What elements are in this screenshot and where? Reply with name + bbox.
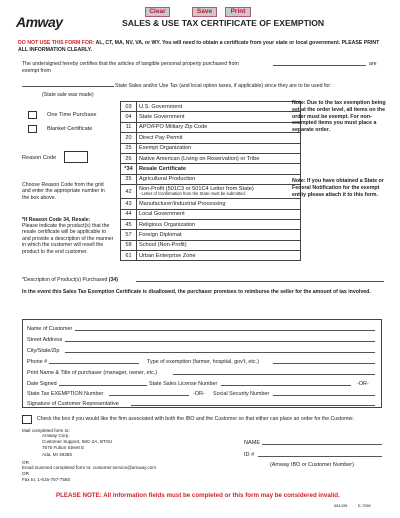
reason-code-description-text: APO/FPO Military Zip Code (139, 124, 208, 131)
ibo-id-field[interactable] (258, 449, 382, 457)
form-number-right: E-7550 (358, 503, 371, 508)
reason-code-description-text: Exempt Organization (139, 145, 192, 152)
ssn-field[interactable] (273, 390, 375, 396)
reason-code-row (121, 133, 301, 143)
reason-code-number: *34 (121, 164, 137, 174)
ibo-caption: (Amway IBO or Customer Number) (270, 462, 354, 468)
reason-code-number: 61 (121, 251, 137, 261)
state-field[interactable] (22, 80, 114, 87)
reason-code-table (120, 101, 301, 261)
city-label: City/State/Zip (27, 348, 60, 354)
intro-line1-end: are (369, 61, 377, 67)
fax-instructions: Fax to: 1-616-787-7550 (22, 477, 71, 482)
customer-name-label: Name of Customer (27, 326, 73, 332)
reason-code-number: 45 (121, 219, 137, 229)
note-notification: Note: If you have obtained a State or Federal Notification for the exempt entity please attach it to this form. (292, 178, 384, 198)
code34-text: Please indicate the product(s) that the resale certificate will be applicable to and provide a description of the manner in which the customer will resell the product to the end customer. (22, 223, 114, 255)
reason-code-description (137, 174, 301, 184)
reason-code-number: 35 (121, 174, 137, 184)
reason-code-description-text: Agricultural Production (139, 176, 196, 183)
blanket-checkbox[interactable] (28, 125, 37, 133)
reason-code-number: 44 (121, 209, 137, 219)
save-button[interactable]: Save (192, 7, 217, 17)
or-label-2: -OR- (193, 391, 205, 397)
print-name-label: Print Name & Title of purchaser (manager, owner, etc.) (27, 370, 158, 376)
amway-logo: Amway (16, 14, 63, 30)
reason-code-row (121, 174, 301, 184)
reason-code-description-text: Religious Organization (139, 221, 196, 228)
reason-code-description (137, 185, 301, 199)
reason-code-row (121, 143, 301, 153)
warning-text: DO NOT USE THIS FORM FOR: AL, CT, MA, NV, VA, or WY. You will need to obtain a certificate from your state or local government. PLEASE PRINT ALL INFORMATION CLEARLY. (18, 40, 380, 53)
intro-line2: exempt from (22, 68, 51, 74)
description-label: *Description of Product(s) Purchased (34) (22, 277, 119, 283)
reason-code-number: 11 (121, 122, 137, 132)
city-field[interactable] (65, 347, 375, 353)
disallowed-text: In the event this Sales Tax Exemption Certificate is disallowed, the purchaser promises to reimburse the seller for the amount of tax involved. (22, 289, 371, 295)
form-title: SALES & USE TAX CERTIFICATE OF EXEMPTION (122, 18, 325, 28)
or-email: OR (22, 460, 29, 465)
phone-label: Phone # (27, 359, 48, 365)
reason-code-description-text: Urban Enterprise Zone (139, 252, 196, 259)
reason-code-description-text: Native American (Living on Reservation) or Tribe (139, 155, 260, 162)
reason-code-number: 20 (121, 133, 137, 143)
reason-code-number: 42 (121, 185, 137, 199)
license-label: State Sales License Number (149, 381, 218, 387)
email-instructions: Email scanned completed form to: customer.service@amway.com (22, 465, 157, 470)
reason-code-number: 03 (121, 102, 137, 112)
reason-code-description (137, 164, 301, 174)
reason-code-label: Reason Code (22, 155, 57, 161)
reason-code-description (137, 240, 301, 250)
street-field[interactable] (65, 336, 375, 342)
reason-code-description (137, 209, 301, 219)
reason-code-row (121, 230, 301, 240)
reason-code-description (137, 133, 301, 143)
print-button[interactable]: Print (225, 7, 251, 17)
reason-code-description-text: Resale Certificate (139, 166, 186, 173)
code34-heading: *If Reason Code 34, Resale: (22, 217, 91, 223)
reason-code-number: 04 (121, 112, 137, 122)
reason-code-input[interactable] (64, 151, 88, 163)
exemption-number-field[interactable] (109, 390, 189, 396)
reason-code-description-text: School (Non-Profit) (139, 242, 187, 249)
description-field[interactable] (136, 275, 384, 282)
reason-code-description (137, 153, 301, 163)
ibo-id-label: ID # (244, 452, 255, 458)
reason-code-row (121, 112, 301, 122)
intro-line3: State Sales and/or Use Tax (and local option taxes, if applicable) since they are to be used for: (115, 83, 332, 89)
signature-field[interactable] (131, 400, 375, 406)
date-signed-label: Date Signed (27, 381, 57, 387)
or-fax: OR (22, 471, 29, 476)
mail-address: Amway Corp. Customer Support, 58C-2A, BTSU 7575 Fulton Street E Ada, MI 49355 (42, 433, 113, 457)
reason-code-description (137, 102, 301, 112)
state-caption: (State sale was made) (42, 92, 94, 98)
customer-info-box (22, 319, 382, 408)
exemption-type-label: Type of exemption (farmer, hospital, gov't, etc.) (147, 359, 259, 365)
or-label-1: -OR- (357, 381, 369, 387)
reason-code-number: 57 (121, 230, 137, 240)
exemption-type-field[interactable] (273, 358, 375, 364)
reason-code-number: 58 (121, 240, 137, 250)
reason-code-row (121, 199, 301, 209)
seller-field[interactable] (273, 59, 366, 66)
exemption-number-label: State Tax EXEMPTION Number (27, 391, 104, 397)
one-time-checkbox[interactable] (28, 111, 37, 119)
reason-code-description-text: Local Government (139, 211, 185, 218)
reason-code-description-text: Manufacturer/Industrial Processing (139, 200, 226, 207)
reason-code-row (121, 102, 301, 112)
reason-code-description (137, 199, 301, 209)
ssn-label: Social Security Number (213, 391, 270, 397)
reason-code-description (137, 251, 301, 261)
form-number-left: 081435 (334, 503, 348, 508)
reason-code-description (137, 122, 301, 132)
ibo-name-field[interactable] (262, 437, 382, 445)
date-signed-field[interactable] (59, 380, 147, 386)
print-name-field[interactable] (173, 369, 375, 375)
associate-firm-text: Check the box if you would like the firm associated with both the IBO and the Customer so that either can place an order for the Customer. (37, 416, 355, 422)
reason-code-row (121, 164, 301, 174)
reason-code-row (121, 240, 301, 250)
mail-label: Mail completed form to: (22, 428, 70, 433)
footer-note: PLEASE NOTE: All information fields must be completed or this form may be considered invalid. (56, 492, 340, 499)
street-label: Street Address (27, 337, 63, 343)
reason-code-description-text: Foreign Diplomat (139, 231, 182, 238)
note-order-level: Note: Due to the tax exemption being set at the order level, all items on the order must be exempt. For non-exempted items you must place a separate order. (292, 100, 386, 134)
ibo-name-label: NAME (244, 440, 261, 446)
reason-code-row (121, 219, 301, 229)
reason-code-description (137, 219, 301, 229)
license-field[interactable] (221, 380, 351, 386)
reason-code-number: 25 (121, 143, 137, 153)
reason-code-number: 26 (121, 153, 137, 163)
reason-code-description (137, 230, 301, 240)
reason-code-description-text: State Government (139, 114, 185, 121)
reason-code-row (121, 185, 301, 199)
phone-field[interactable] (49, 358, 139, 364)
signature-label: Signature of Customer Representative (27, 401, 119, 407)
choose-text: Choose Reason Code from the grid and enter the appropriate number in the box above. (22, 182, 105, 201)
blanket-label: Blanket Certificate (47, 126, 93, 132)
reason-code-description-text: Non-Profit (501C3 or 501C4 Letter from State) (139, 186, 254, 193)
reason-code-row (121, 251, 301, 261)
intro-line1: The undersigned hereby certifies that the articles of tangible personal property purchased from (22, 61, 239, 67)
reason-code-description (137, 112, 301, 122)
one-time-label: One Time Purchase (47, 112, 97, 118)
reason-code-description-text: U.S. Government (139, 103, 183, 110)
reason-code-subnote: - Letter of Confirmation from the State must be submitted. (139, 191, 246, 197)
reason-code-description (137, 143, 301, 153)
reason-code-row (121, 153, 301, 163)
customer-name-field[interactable] (75, 325, 375, 331)
reason-code-row (121, 122, 301, 132)
reason-code-description-text: Direct Pay Permit (139, 134, 183, 141)
reason-code-number: 43 (121, 199, 137, 209)
associate-firm-checkbox[interactable] (22, 415, 32, 424)
clear-button[interactable]: Clear (145, 7, 170, 17)
reason-code-row (121, 209, 301, 219)
